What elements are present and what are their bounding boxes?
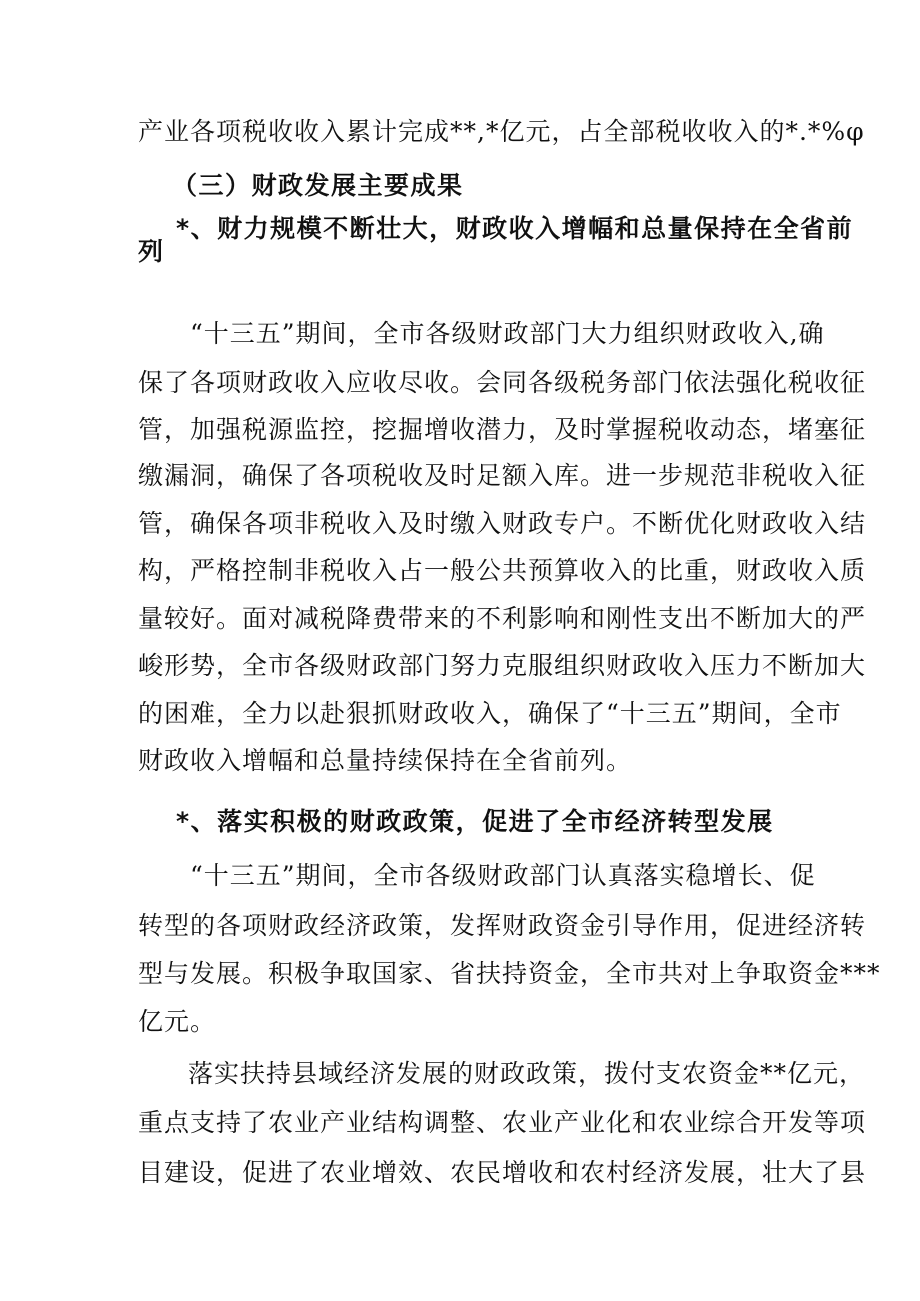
paragraph-1-line-8: 峻形势，全市各级财政部门努力克服组织财政收入压力不断加大 (138, 651, 867, 680)
paragraph-2-line-1: “十三五”期间，全市各级财政部门认真落实稳增长、促 (190, 861, 816, 890)
paragraph-1-line-9: 的困难，全力以赴狠抓财政收入，确保了“十三五”期间，全市 (138, 699, 842, 728)
subsection-heading-1-line-1: *、财力规模不断壮大，财政收入增幅和总量保持在全省前 (176, 214, 854, 243)
paragraph-continuation-line: 产业各项税收收入累计完成**,*亿元，占全部税收收入的*.*%φ (138, 117, 865, 146)
paragraph-3-line-2: 重点支持了农业产业结构调整、农业产业化和农业综合开发等项 (138, 1108, 867, 1137)
paragraph-1-line-1: “十三五”期间，全市各级财政部门大力组织财政收入,确 (190, 319, 825, 348)
paragraph-1-line-5: 管，确保各项非税收入及时缴入财政专户。不断优化财政收入结 (138, 509, 867, 538)
paragraph-3-line-3: 目建设，促进了农业增效、农民增收和农村经济发展，壮大了县 (138, 1158, 867, 1187)
subsection-heading-2: *、落实积极的财政政策，促进了全市经济转型发展 (176, 807, 774, 836)
section-heading: （三）财政发展主要成果 (172, 171, 464, 200)
subsection-heading-1-line-2: 列 (138, 237, 165, 266)
paragraph-2-line-4: 亿元。 (138, 1007, 217, 1036)
paragraph-1-line-3: 管，加强税源监控，挖掘增收潜力，及时掌握税收动态，堵塞征 (138, 415, 867, 444)
paragraph-1-line-7: 量较好。面对减税降费带来的不利影响和刚性支出不断加大的严 (138, 604, 867, 633)
paragraph-1-line-4: 缴漏洞，确保了各项税收及时足额入库。进一步规范非税收入征 (138, 461, 867, 490)
paragraph-2-line-3: 型与发展。积极争取国家、省扶持资金，全市共对上争取资金*** (138, 959, 881, 988)
paragraph-2-line-2: 转型的各项财政经济政策，发挥财政资金引导作用，促进经济转 (138, 911, 867, 940)
paragraph-1-line-6: 构，严格控制非税收入占一般公共预算收入的比重，财政收入质 (138, 556, 867, 585)
paragraph-3-line-1: 落实扶持县域经济发展的财政政策，拨付支农资金**亿元， (188, 1059, 866, 1088)
paragraph-1-line-10: 财政收入增幅和总量持续保持在全省前列。 (138, 746, 633, 775)
paragraph-1-line-2: 保了各项财政收入应收尽收。会同各级税务部门依法强化税收征 (138, 368, 867, 397)
